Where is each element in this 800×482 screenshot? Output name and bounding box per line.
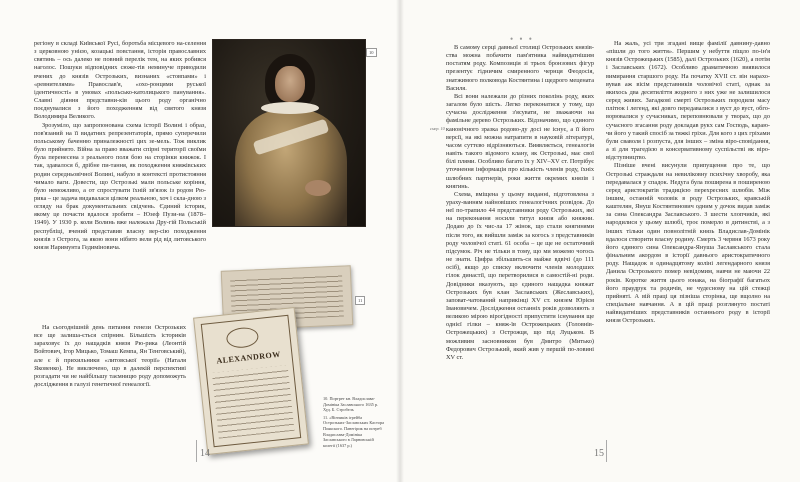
paragraph: Пізніше вчені висунули припущення про те, що Острозькі страждали на невиліковну психічну хворобу, яка передавалася у спадок. Недуга була поширена в поширеною серед аристократів традицією перехресних шлюбів. Між іншим, останній чоловік в роду Острозьких, кравській каштелян, Януш Костянтинович одним у дочок видав заміж за сина Олександра Заславського. З шести хлопчиків, які народилися у цьому шлюбі, троє померло в дитинстві, а з інших тільки один повнолітній князь Владислав-Домінік вдалося створити власну родину. Смерть 3 червня 1673 року його єдиного сина Олександра-Януша Заславського стала фінальним акордом в історії давнього аристократичного роду. Нащадок в одинадцятому коліні легендарного князя Данила Острозького помер невідомим, навчи не маючи 22 років. Коротке життя цього юнака, на біографії багатьох його праудрук та родичів, не чудесному на цій стежці прийняті. А вій праці ця пізніша сторінка, ще вщолно на спеціальне навчання. А в цій праці розглянуто постаті найвидатніших представників останнього роду в історії князя Острозьких. — [606, 162, 770, 325]
paragraph: На сьогоднішній день питання генези Острозьких все ще залиша-ється спірним. Більшість істориків зараховує їх до нащадків князя Рю-рика (Леонтій Войтович, Ігор Мицько, Томаш Кемпа, Ян Тенговський), але є й прихильники «литовської теорії» (Наталя Яковенко). Не виключено, що в далекій перспективі розгадати чи не найбільшу таємницю роду допоможуть дослідження в галузі генетичної генеалогії. — [34, 324, 187, 389]
right-column-1 — [446, 44, 594, 362]
ornament: • • • — [510, 34, 534, 44]
title-page-image — [193, 307, 309, 455]
divider — [196, 440, 197, 462]
caption: 11. «Вінчиків ігрейба Острозьких-Заславських Кастора Поякского. Панегірик на потреб Владислава-Домініка Заславського в Ларновській колегії (1637 р.) — [323, 414, 385, 448]
book-gutter — [396, 0, 404, 482]
caption: 10. Портрет кн. Владислава-Домініка Заславського 1635 р. Худ. Б. Стробель — [323, 396, 379, 413]
divider — [606, 440, 607, 462]
left-column-bottom — [34, 324, 186, 389]
page-number: 14 — [200, 448, 210, 459]
paragraph: Схема, вміщена у цьому виданні, підготовлена з ураху-ванням найновіших генеалогічних розвідок. До неї по-трапило 44 представники роду Острозьких, які на переконання носили титул князя або княжни. Додаю до їх чис-ла 17 жінок, що стали княгинями після того, як вийшли заміж за когось з представників роду чоловічої статі. 61 особа – це ще не остаточний підсумок. Річ не тільки в тому, що ми можемо чогось не знати. Цифра збільшить-ся майже вдвічі (до 111 осіб), якщо до списку включити членів молодших гілок династії, що перетворилися в самостій-ні роди. Довідники вказують, що єдиного нащадка княжат Острозьких був клан Заславських (Жеславських), заповат-чатований наприкінці XV ст. князем Юрієм Івановичем. Дослідження останніх років дозволяють з великою мірою вірогідності припустити існування ще однієї гілки – княж-їв Острожецьких (Головнів-Острожецьких) з Острожця, що під Луцьком. В можливим засновником був Дмитро (Митько) Федорович Острозький, який жив у першій по-ловині XV ст. — [446, 190, 594, 361]
paragraph: На жаль, усі три згадані вище фамілії давнину-давно «пішли до того життя». Першим у небуття піщло по-ін'я князів Острожецьких (1585), далі Острозьких (1620), а потім і Заславських (1672). Особливо драматичною виявилося вимирання старшого роду. На початку XVII ст. він нарахо-вував аж вісім представників чоловічої статі, однак за якихось два десятиліття жодного з них уже не залишилося серед живих. Загадкові смерті Острозьких породили масу плітюк і легенд, які довго передавалися з вуст до вуст, обго-ворювалися у сучасниках, переповнювали у творах, що до сучасного згасання роду докладав рукх сам Господь, караю-чи його у такий спосіб за тяжкі гріхи. Для кого з цих гріхами були сваволя і розпуста, для інших – зміна віро-сповідання, а зі для трагедією в консервативному суспільстві як віро-відступництво. — [606, 40, 770, 162]
paragraph: Всі вони належали до різних поколінь роду, яких загалом було шість. Легко переконатися у тому, що сучасна дослідження з'ясувати, не зважаючи на фамільне дерево Острозьких. Відзначимо, що єдиного канонічного зразка родово-ду досі не існує, а її його версії, на які можна натрапити в науковій літературі, часом суттєво відрізняються. Виявляється, генеалогія навіть такого відомого клану, як Острозькі, має свої білі плями. Особливо багато їх у XIV–XV ст. Потрібує уточнення інформація про кількість членів роду, їхніх шлюбних партнерів, роки життя окремих князів і княгинь. — [446, 92, 594, 190]
right-page — [400, 0, 800, 482]
portrait-image — [213, 40, 365, 226]
figure-captions — [323, 396, 385, 450]
figure-number-tag: 10 — [366, 48, 377, 57]
figure-number-tag: 11 — [355, 296, 365, 305]
right-column-2 — [606, 40, 770, 325]
left-column-top — [34, 40, 206, 252]
margin-note: смер. 10 — [430, 126, 445, 131]
document-title: ALEXANDROW — [215, 349, 282, 366]
paragraph: Зрозуміло, що запропонована схема історії Волині і образ, пов'язаний на її видатних репрезентаторів, прямо суперечили польському баченню приналежності цих зе-мель. Тож виклик було прийнято. Війна за право вважати спірні території своїми була перенесена з реального поля бою на сторінки книжок. І так, здавалося б, дрібне пи-тання, як походження княжівських родин середньовічної Волині, набуло в контексті протистояння чимало ваги. Довести, що Острозькі мали польське коріння, було неможливо, а от спростувати їхній зв'язок із родом Рю-рика – це задача видавалася цілком реальною, хоч і скла-дною з огляду на брак документальних свідчень. Єдиний історик, якому це почасти вдалося зробити – Юзеф Пузи-на (1878–1949). У 1930 р. коли Волинь вже належала Дру-гій Польській республіці, вчений представив власну вер-сію походження князів з Острога, за якою вони нібито вели рід від литовського князя Наримунта Гедиміновича. — [34, 121, 206, 251]
page-number: 15 — [594, 448, 604, 459]
paragraph: регіону в складі Київської Русі, боротьба місцевого на-селення з церковною унією, козацькі повстання, історія православних святинь – ось далеко не повний перелік тем, на яких робився наголос. Пошуки відповідних сюже-тів неминуче приводили вчених до князів Острозьких, визнаних «стовпами» і «ревнителями» Православ'я, «охо-ронцями руської ідентичності» в умовах «польсько-католицького панування». Славні діяння представни-ків цього роду органічно поєднувалися з його походженням від святого князя Володимира Великого. — [34, 40, 206, 121]
paragraph: В самому серці давньої столиці Острозьких князів-ства можна побачити пам'ятника найвидатнішим постатям роду. Композиція зі трьох бронзових фігур презентує гідничим смиренного чернця Феодосія, знатжимого полковода Костянтина і щедрого мецената Василя. — [446, 44, 594, 92]
